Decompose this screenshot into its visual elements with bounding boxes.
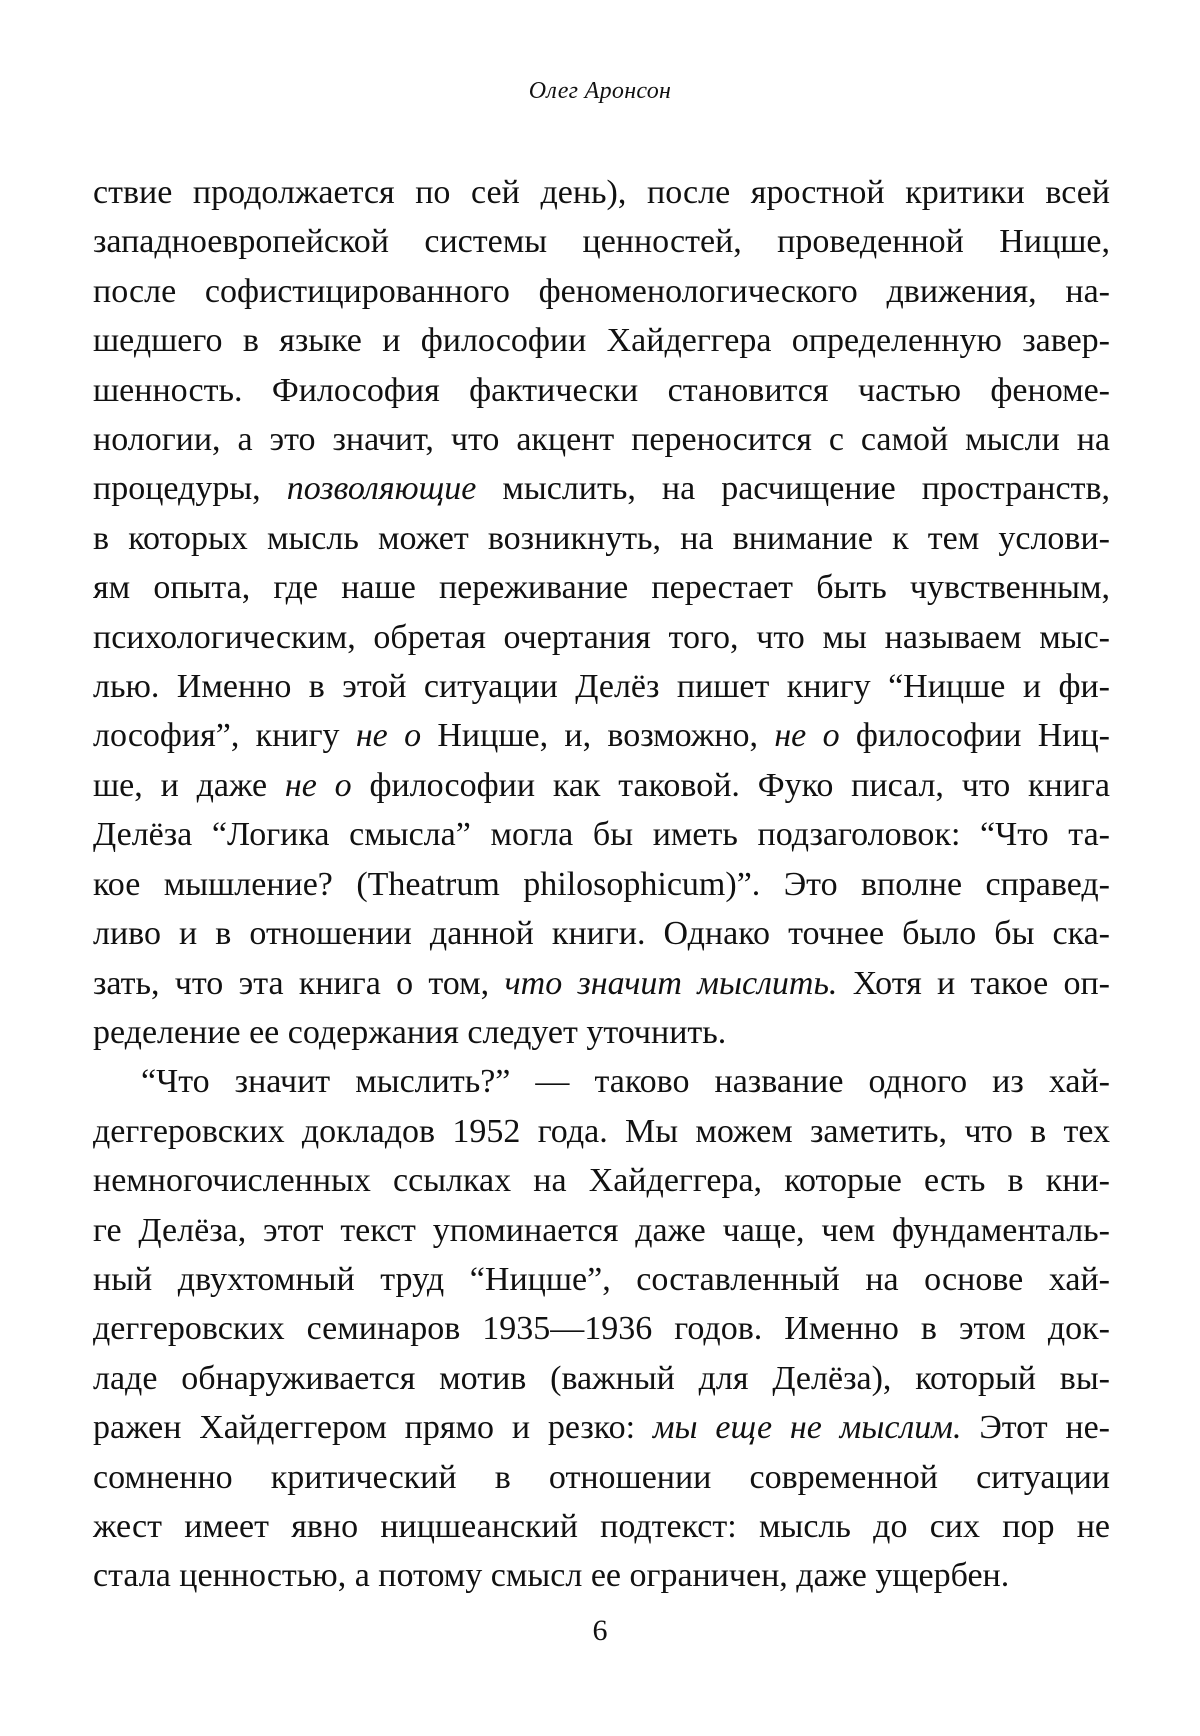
italic-emphasis: позволяющие xyxy=(286,470,477,508)
text-run: лью. Именно в этой ситуации Делёз пишет книгу “Ницше и фи- xyxy=(93,668,1110,706)
text-run: “Что значит мыслить?” — таково название одного из хай- xyxy=(141,1063,1110,1101)
text-run: ный двухтомный труд “Ницше”, составленный на основе хай- xyxy=(93,1260,1110,1298)
text-line xyxy=(93,1057,1110,1106)
text-line xyxy=(93,1354,1110,1403)
running-head-author: Олег Аронсон xyxy=(528,78,672,104)
text-run: шенность. Философия фактически становится частью феноме- xyxy=(93,371,1110,409)
text-run: ражен Хайдеггером прямо и резко: xyxy=(93,1409,653,1447)
text-run: ствие продолжается по сей день), после яростной критики всей xyxy=(93,174,1110,211)
text-run: западноевропейской системы ценностей, проведенной Ницше, xyxy=(93,223,1110,261)
main-text xyxy=(93,168,1110,1601)
text-line xyxy=(93,1304,1110,1353)
text-run: жест имеет явно ницшеанский подтекст: мысль до сих пор не xyxy=(93,1507,1110,1545)
text-line xyxy=(93,1255,1110,1304)
text-run: мыслить, на расчищение пространств, xyxy=(476,470,1110,508)
text-run: Ницше, и, возможно, xyxy=(421,717,775,755)
text-line xyxy=(93,1551,1110,1600)
text-line xyxy=(93,711,1110,760)
page-number: 6 xyxy=(592,1614,608,1647)
text-run: деггеровских докладов 1952 года. Мы можем заметить, что в тех xyxy=(93,1112,1110,1150)
text-line xyxy=(93,1107,1110,1156)
text-run: ге Делёза, этот текст упоминается даже чаще, чем фундаменталь- xyxy=(93,1211,1110,1249)
text-run: ше, и даже xyxy=(93,766,285,804)
italic-emphasis: не о xyxy=(284,766,352,804)
text-line xyxy=(93,1502,1110,1551)
text-run: Делёза “Логика смысла” могла бы иметь подзаголовок: “Что та- xyxy=(93,816,1110,854)
text-run: шедшего в языке и философии Хайдеггера определенную завер- xyxy=(93,322,1110,360)
text-line xyxy=(93,909,1110,958)
paragraph-1 xyxy=(93,168,1110,1057)
italic-emphasis: мы еще не мыслим. xyxy=(652,1409,962,1447)
text-line xyxy=(93,1403,1110,1452)
text-run: ладе обнаруживается мотив (важный для Делёза), который вы- xyxy=(93,1359,1110,1397)
paragraph-2 xyxy=(93,1057,1110,1600)
text-line xyxy=(93,217,1110,266)
text-run: зать, что эта книга о том, xyxy=(93,964,505,1002)
text-line xyxy=(93,316,1110,365)
text-run: кое мышление? (Theatrum philosophicum)”. Это вполне справед- xyxy=(93,865,1110,903)
text-line xyxy=(93,415,1110,464)
text-run: сомненно критический в отношении современной ситуации xyxy=(93,1458,1110,1496)
text-run: ределение ее содержания следует уточнить. xyxy=(93,1013,727,1051)
text-line xyxy=(93,1008,1110,1057)
text-line xyxy=(93,168,1110,217)
text-run: немногочисленных ссылках на Хайдеггера, которые есть в кни- xyxy=(93,1162,1110,1200)
italic-emphasis: не о xyxy=(355,717,422,755)
text-line xyxy=(93,514,1110,563)
text-run: Этот не- xyxy=(961,1409,1110,1447)
text-run: ливо и в отношении данной книги. Однако точнее было бы ска- xyxy=(93,915,1110,953)
text-line xyxy=(93,860,1110,909)
text-run: философии Ниц- xyxy=(839,717,1110,755)
text-run: психологическим, обретая очертания того, что мы называем мыс- xyxy=(93,618,1110,656)
text-line xyxy=(93,563,1110,612)
text-run: деггеровских семинаров 1935—1936 годов. Именно в этом док- xyxy=(93,1310,1110,1348)
text-run: лософия”, книгу xyxy=(93,717,356,755)
text-run: в которых мысль может возникнуть, на внимание к тем услови- xyxy=(93,519,1110,557)
text-line xyxy=(93,810,1110,859)
text-line xyxy=(93,662,1110,711)
text-run: ям опыта, где наше переживание перестает быть чувственным, xyxy=(93,569,1110,607)
text-line xyxy=(93,464,1110,513)
text-line xyxy=(93,761,1110,810)
text-run: нологии, а это значит, что акцент переносится с самой мысли на xyxy=(93,421,1110,459)
text-run: стала ценностью, а потому смысл ее ограничен, даже ущербен. xyxy=(93,1557,1010,1595)
text-line xyxy=(93,1206,1110,1255)
text-line xyxy=(93,613,1110,662)
text-run: после софистицированного феноменологического движения, на- xyxy=(93,272,1110,310)
text-run: философии как таковой. Фуко писал, что книга xyxy=(351,766,1110,804)
text-line xyxy=(93,366,1110,415)
text-run: процедуры, xyxy=(93,470,287,508)
text-run: Хотя и такое оп- xyxy=(837,964,1110,1002)
italic-emphasis: не о xyxy=(774,717,840,755)
text-line xyxy=(93,267,1110,316)
italic-emphasis: что значит мыслить. xyxy=(504,964,838,1002)
text-line xyxy=(93,1453,1110,1502)
text-line xyxy=(93,1156,1110,1205)
text-line xyxy=(93,959,1110,1008)
